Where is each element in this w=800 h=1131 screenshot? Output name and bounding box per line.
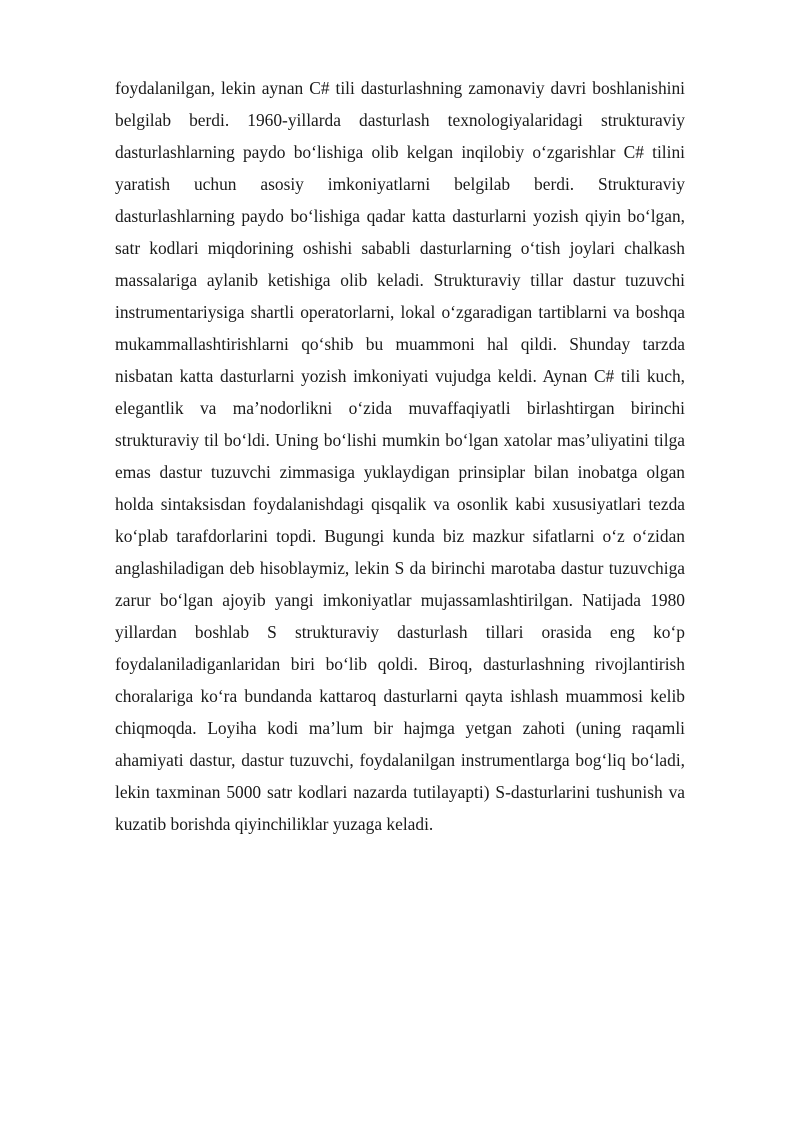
body-paragraph: foydalanilgan, lekin aynan C# tili dasturlashning zamonaviy davri boshlanishini belgilab berdi. 1960-yillarda dasturlash texnologiyalaridagi strukturaviy dasturlashlarning paydo boʻlishiga olib kelgan inqilobiy oʻzgarishlar C# tilini yaratish uchun asosiy imkoniyatlarni belgilab berdi. Strukturaviy dasturlashlarning paydo boʻlishiga qadar katta dasturlarni yozish qiyin boʻlgan, satr kodlari miqdorining oshishi sababli dasturlarning oʻtish joylari chalkash massalariga aylanib ketishiga olib keladi. Strukturaviy tillar dastur tuzuvchi instrumentariysiga shartli operatorlarni, lokal oʻzgaradigan tartiblarni va boshqa mukammallashtirishlarni qoʻshib bu muammoni hal qildi. Shunday tarzda nisbatan katta dasturlarni yozish imkoniyati vujudga keldi. Aynan C# tili kuch, elegantlik va maʼnodorlikni oʻzida muvaffaqiyatli birlashtirgan birinchi strukturaviy til boʻldi. Uning boʻlishi mumkin boʻlgan xatolar masʼuliyatini tilga emas dastur tuzuvchi zimmasiga yuklaydigan prinsiplar bilan inobatga olgan holda sintaksisdan foydalanishdagi qisqalik va osonlik kabi xususiyatlari tezda koʻplab tarafdorlarini topdi. Bugungi kunda biz mazkur sifatlarni oʻz oʻzidan anglashiladigan deb hisoblaymiz, lekin S da birinchi marotaba dastur tuzuvchiga zarur boʻlgan ajoyib yangi imkoniyatlar mujassamlashtirilgan. Natijada 1980 yillardan boshlab S strukturaviy dasturlash tillari orasida eng koʻp foydalaniladiganlaridan biri boʻlib qoldi. Biroq, dasturlashning rivojlantirish choralariga koʻra bundanda kattaroq dasturlarni qayta ishlash muammosi kelib chiqmoqda. Loyiha kodi maʼlum bir hajmga yetgan zahoti (uning raqamli ahamiyati dastur, dastur tuzuvchi, foydalanilgan instrumentlarga bogʻliq boʻladi, lekin taxminan 5000 satr kodlari nazarda tutilayapti) S-dasturlarini tushunish va kuzatib borishda qiyinchiliklar yuzaga keladi. — [115, 78, 685, 834]
